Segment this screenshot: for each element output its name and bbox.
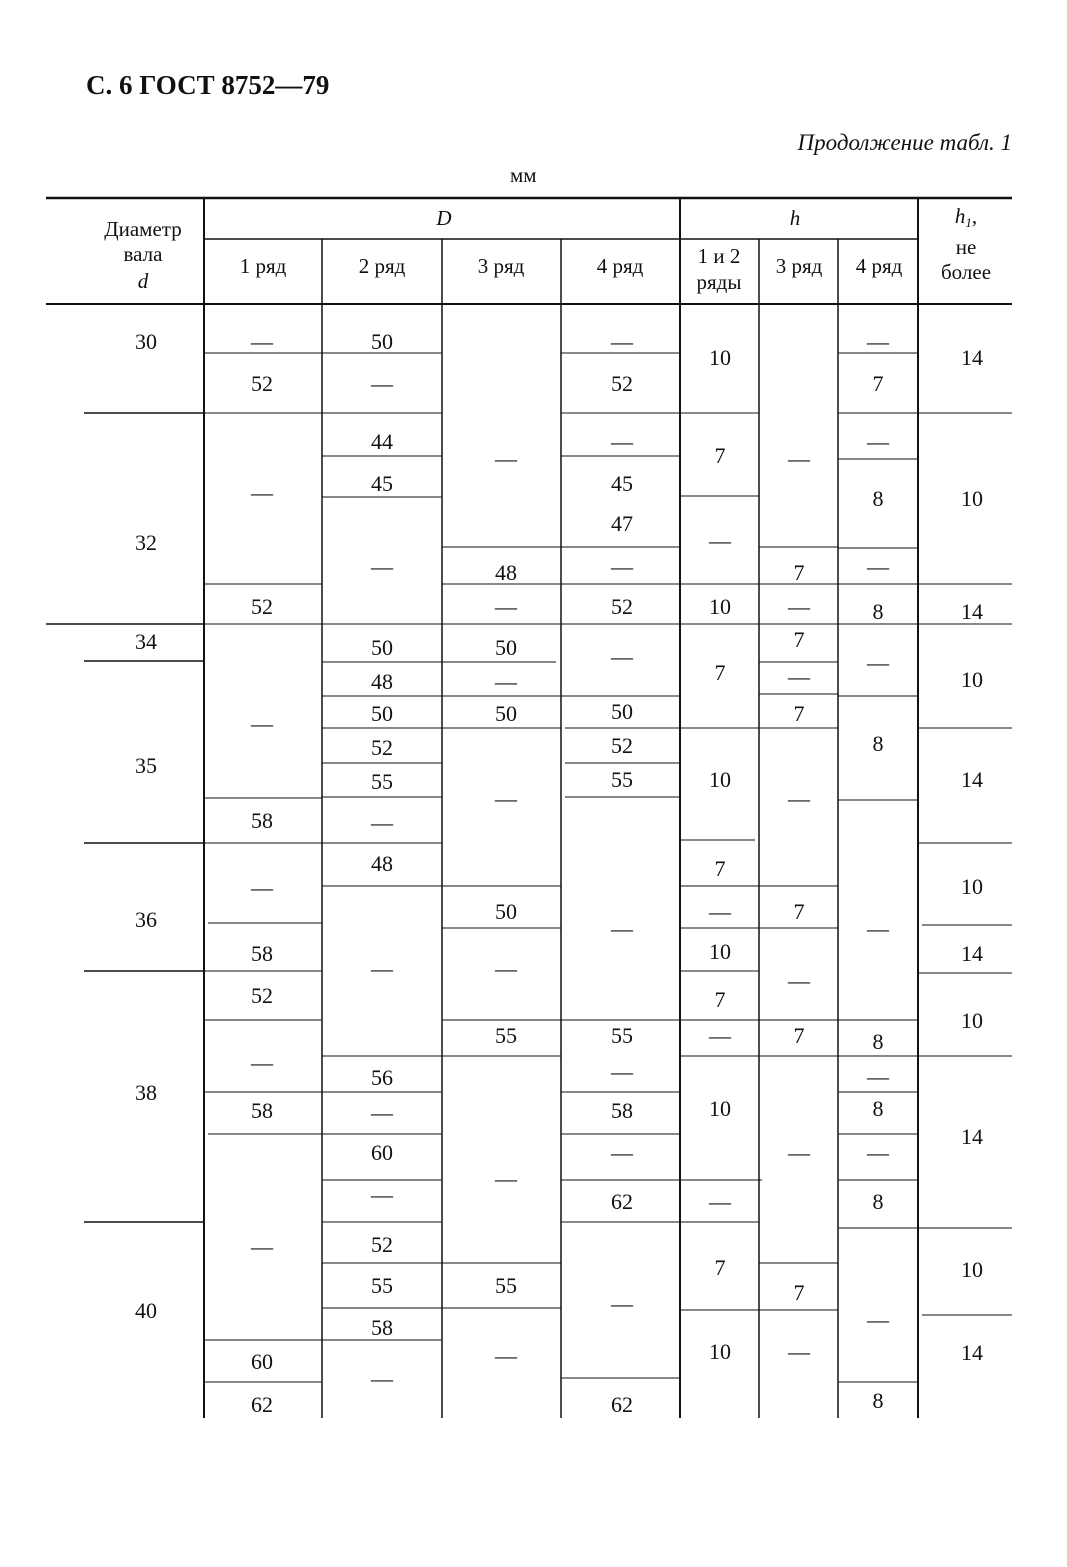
table-cell-D-row1: — (251, 875, 273, 900)
table-cell-h-row3: 7 (793, 701, 805, 726)
table-cell-diameter: 35 (135, 753, 157, 778)
unit-label: мм (510, 163, 537, 187)
table-cell-D-row3: 48 (495, 560, 517, 585)
table-cell-D-row4: 62 (611, 1392, 633, 1417)
table-cell-h-rows12: — (709, 1189, 731, 1214)
table-cell-D-row4: — (611, 329, 633, 354)
header-D-row1: 1 ряд (239, 254, 287, 278)
table-cell-h-row4: 7 (872, 371, 884, 396)
table-cell-h-row3: — (788, 1140, 810, 1165)
table-cell-D-row3: — (495, 446, 517, 471)
table-cell-h-rows12: 10 (709, 939, 731, 964)
table-cell-D-row4: — (611, 1291, 633, 1316)
table-cell-D-row3: — (495, 1343, 517, 1368)
table-cell-D-row3: — (495, 786, 517, 811)
table-cell-diameter: 30 (135, 329, 157, 354)
header-D-row3: 3 ряд (477, 254, 525, 278)
table-cell-D-row1: 58 (251, 941, 273, 966)
table-cell-h-row4: 8 (872, 1096, 884, 1121)
table-cell-D-row1: — (251, 711, 273, 736)
table-cell-h-rows12: 10 (709, 1096, 731, 1121)
table-cell-D-row1: 62 (251, 1392, 273, 1417)
table-cell-h-row3: — (788, 786, 810, 811)
table-cell-h-row3: — (788, 664, 810, 689)
table-cell-h-row4: 8 (872, 1388, 884, 1413)
header-h1-line2: не (955, 235, 977, 259)
table-cell-D-row2: — (371, 554, 393, 579)
table-cell-D-row1: 52 (251, 983, 273, 1008)
table-cell-D-row2: 55 (371, 1273, 393, 1298)
table-cell-D-row3: 50 (495, 899, 517, 924)
table-cell-h-row3: — (788, 1339, 810, 1364)
table-cell-h1: 14 (961, 941, 983, 966)
header-shaft-diameter-line2: вала (123, 242, 163, 266)
table-cell-h-row4: — (867, 916, 889, 941)
table-cell-h-row3: — (788, 968, 810, 993)
table-cell-h1: 10 (961, 874, 983, 899)
table-cell-h1: 14 (961, 1340, 983, 1365)
table-cell-D-row4: — (611, 644, 633, 669)
table-cell-h-rows12: 7 (714, 856, 726, 881)
table-cell-h-rows12: 7 (714, 1255, 726, 1280)
table-cell-h-row3: — (788, 594, 810, 619)
table-cell-h-row3: 7 (793, 627, 805, 652)
table-cell-D-row4: — (611, 916, 633, 941)
table-cell-D-row4: 52 (611, 371, 633, 396)
table-cell-diameter: 34 (135, 629, 157, 654)
table-cell-D-row2: — (371, 810, 393, 835)
table-cell-h-row4: — (867, 650, 889, 675)
table-cell-h-rows12: 10 (709, 767, 731, 792)
table-cell-diameter: 38 (135, 1080, 157, 1105)
table-continuation-label: Продолжение табл. 1 (797, 130, 1012, 155)
table-cell-h-row3: 7 (793, 899, 805, 924)
table-grid (46, 198, 1012, 1418)
table-cell-D-row4: 55 (611, 767, 633, 792)
table-cell-D-row1: — (251, 1050, 273, 1075)
table-cell-D-row2: 60 (371, 1140, 393, 1165)
header-shaft-diameter-symbol: d (137, 269, 149, 293)
table-cell-h-rows12: — (709, 1023, 731, 1048)
table-cell-D-row1: 52 (251, 594, 273, 619)
table-cell-h1: 10 (961, 1008, 983, 1033)
table-cell-D-row1: — (251, 329, 273, 354)
table-cell-h-row4: 8 (872, 486, 884, 511)
header-h: h (789, 206, 801, 230)
table-cell-h-rows12: — (709, 528, 731, 553)
table-cell-D-row1: 52 (251, 371, 273, 396)
table-cell-D-row2: 48 (371, 851, 393, 876)
table-cell-D-row4: — (611, 554, 633, 579)
header-shaft-diameter-line1: Диаметр (104, 217, 182, 241)
header-h-rows12-line2: ряды (696, 270, 742, 294)
table-cell-D-row2: — (371, 1182, 393, 1207)
table-cell-D-row3: — (495, 669, 517, 694)
table-cell-D-row4: 47 (611, 511, 633, 536)
header-D-row4: 4 ряд (596, 254, 644, 278)
header-h-rows12-line1: 1 и 2 (697, 244, 741, 268)
table-cell-D-row4: 58 (611, 1098, 633, 1123)
table-cell-h-rows12: 7 (714, 660, 726, 685)
table-cell-h-rows12: 7 (714, 443, 726, 468)
table-cell-h-row4: 8 (872, 1029, 884, 1054)
table-cell-h1: 14 (961, 345, 983, 370)
table-cell-D-row3: 50 (495, 635, 517, 660)
table-cell-D-row4: — (611, 1140, 633, 1165)
header-D-row2: 2 ряд (358, 254, 406, 278)
table-cell-h-rows12: 7 (714, 987, 726, 1012)
header-h1-line3: более (940, 260, 992, 284)
table-cell-h-row4: — (867, 1307, 889, 1332)
header-D: D (436, 206, 452, 230)
table-header (104, 204, 991, 294)
table-cell-D-row4: 52 (611, 594, 633, 619)
table-cell-D-row2: — (371, 1100, 393, 1125)
table-cell-h-row3: 7 (793, 560, 805, 585)
table-cell-D-row2: 48 (371, 669, 393, 694)
table-cell-D-row3: 55 (495, 1023, 517, 1048)
table-cell-D-row1: — (251, 480, 273, 505)
table-cell-D-row2: — (371, 956, 393, 981)
table-cell-h-rows12: 10 (709, 594, 731, 619)
table-cell-D-row2: — (371, 1366, 393, 1391)
table-cell-h-row4: — (867, 1140, 889, 1165)
table-cell-h-row4: 8 (872, 599, 884, 624)
table-cell-D-row3: — (495, 956, 517, 981)
table-cell-h1: 10 (961, 486, 983, 511)
table-cell-h-rows12: 10 (709, 1339, 731, 1364)
table-cell-h-row3: — (788, 446, 810, 471)
table-cell-D-row1: — (251, 1234, 273, 1259)
table-cell-D-row1: 58 (251, 808, 273, 833)
table-cell-D-row2: 50 (371, 329, 393, 354)
table-cell-D-row2: 52 (371, 1232, 393, 1257)
header-h-row4: 4 ряд (855, 254, 903, 278)
table-cell-D-row4: 55 (611, 1023, 633, 1048)
table-cell-h-row4: — (867, 329, 889, 354)
header-h-row3: 3 ряд (775, 254, 823, 278)
table-cell-h-rows12: 10 (709, 345, 731, 370)
table-cell-D-row4: 50 (611, 699, 633, 724)
table-cell-h-row4: 8 (872, 1189, 884, 1214)
table-body (135, 329, 983, 1417)
table-cell-D-row2: 50 (371, 635, 393, 660)
table-cell-D-row1: 58 (251, 1098, 273, 1123)
table-cell-D-row4: 62 (611, 1189, 633, 1214)
table-cell-D-row2: 44 (371, 429, 393, 454)
table-cell-h1: 10 (961, 667, 983, 692)
table-cell-h-rows12: — (709, 899, 731, 924)
table-cell-h-row4: — (867, 554, 889, 579)
table-cell-h-row4: — (867, 1064, 889, 1089)
table-cell-h1: 14 (961, 599, 983, 624)
table-cell-h-row3: 7 (793, 1023, 805, 1048)
table-cell-D-row2: 52 (371, 735, 393, 760)
table-cell-D-row4: 45 (611, 471, 633, 496)
page-header: С. 6 ГОСТ 8752—79 (86, 70, 330, 100)
table-cell-diameter: 36 (135, 907, 157, 932)
table-cell-diameter: 40 (135, 1298, 157, 1323)
table-cell-D-row2: 45 (371, 471, 393, 496)
table-cell-diameter: 32 (135, 530, 157, 555)
table-cell-D-row2: 50 (371, 701, 393, 726)
table-cell-D-row3: 55 (495, 1273, 517, 1298)
table-cell-D-row4: — (611, 1059, 633, 1084)
table-cell-D-row3: 50 (495, 701, 517, 726)
header-h1: h1, (954, 204, 978, 230)
table-cell-h-row3: 7 (793, 1280, 805, 1305)
table-cell-h-row4: — (867, 429, 889, 454)
table-cell-D-row2: — (371, 371, 393, 396)
table-cell-D-row4: — (611, 429, 633, 454)
table-cell-D-row2: 55 (371, 769, 393, 794)
table-cell-h1: 10 (961, 1257, 983, 1282)
table-cell-D-row2: 56 (371, 1065, 393, 1090)
table-cell-D-row1: 60 (251, 1349, 273, 1374)
table-cell-D-row4: 52 (611, 733, 633, 758)
table-cell-h1: 14 (961, 1124, 983, 1149)
table-cell-D-row3: — (495, 1166, 517, 1191)
table-cell-h-row4: 8 (872, 731, 884, 756)
table-cell-D-row2: 58 (371, 1315, 393, 1340)
table-cell-D-row3: — (495, 594, 517, 619)
table-cell-h1: 14 (961, 767, 983, 792)
